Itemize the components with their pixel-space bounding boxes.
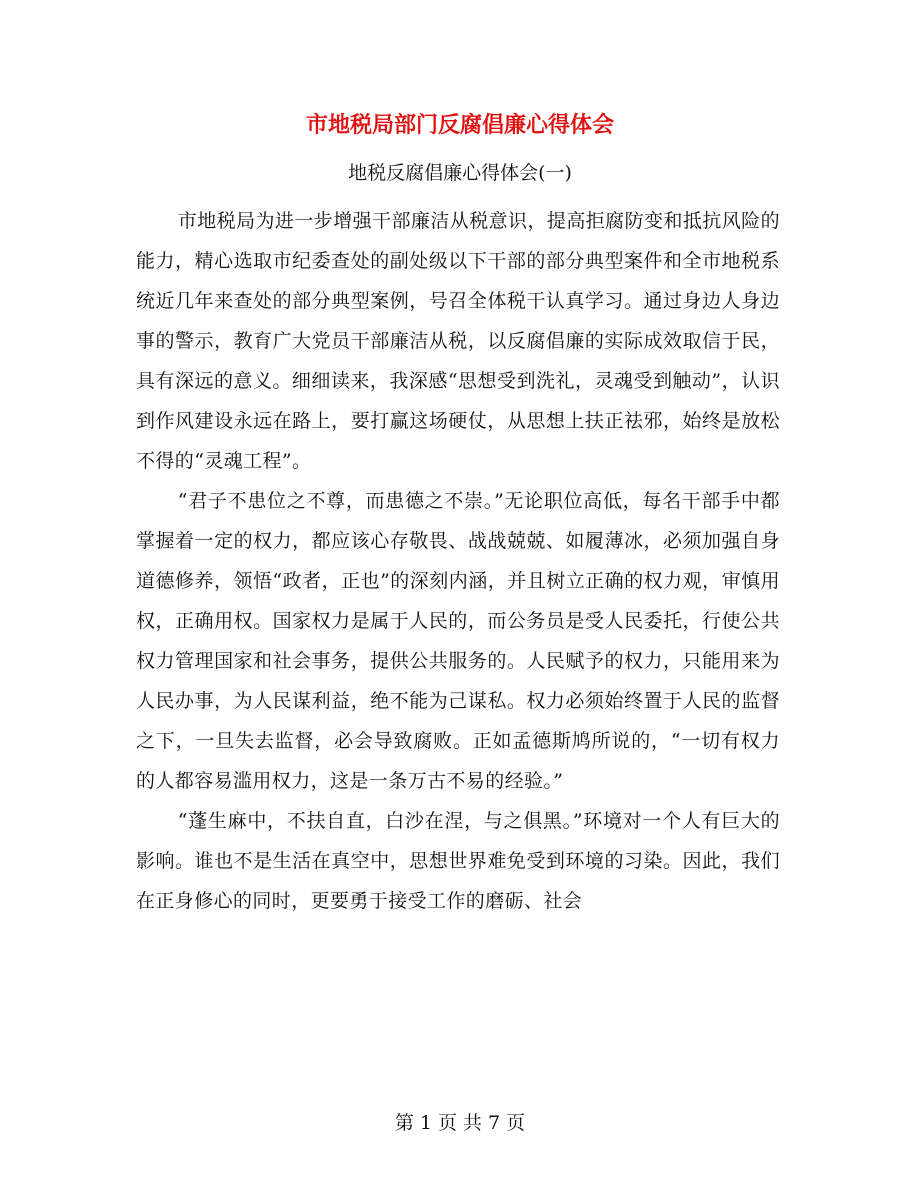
page-number-footer: 第 1 页 共 7 页: [394, 1112, 526, 1134]
body-paragraph: “蓬生麻中，不扶自直，白沙在涅，与之俱黑。”环境对一个人有巨大的影响。谁也不是生活在真空中，思想世界难免受到环境的习染。因此，我们在正身修心的同时，更要勇于接受工作的磨砺、社会: [136, 810, 780, 912]
document-subtitle: 地税反腐倡廉心得体会(一): [348, 162, 572, 184]
document-body: [136, 201, 780, 921]
body-paragraph: 市地税局为进一步增强干部廉洁从税意识，提高拒腐防变和抵抗风险的能力，精心选取市纪委查处的副处级以下干部的部分典型案件和全市地税系统近几年来查处的部分典型案例，号召全体税干认真学习。通过身边人身边事的警示，教育广大党员干部廉洁从税，以反腐倡廉的实际成效取信于民，具有深远的意义。细细读来，我深感“思想受到洗礼，灵魂受到触动”，认识到作风建设永远在路上，要打赢这场硬仗，从思想上扶正祛邪，始终是放松不得的“灵魂工程”。: [136, 210, 780, 472]
document-title: 市地税局部门反腐倡廉心得体会: [305, 112, 614, 138]
body-paragraph: “君子不患位之不尊，而患德之不崇。”无论职位高低，每名干部手中都掌握着一定的权力，都应该心存敬畏、战战兢兢、如履薄冰，必须加强自身道德修养，领悟“政者，正也”的深刻内涵，并且树立正确的权力观，审慎用权，正确用权。国家权力是属于人民的，而公务员是受人民委托，行使公共权力管理国家和社会事务，提供公共服务的。人民赋予的权力，只能用来为人民办事，为人民谋利益，绝不能为己谋私。权力必须始终置于人民的监督之下，一旦失去监督，必会导致腐败。正如孟德斯鸠所说的，“一切有权力的人都容易滥用权力，这是一条万古不易的经验。”: [136, 490, 780, 792]
